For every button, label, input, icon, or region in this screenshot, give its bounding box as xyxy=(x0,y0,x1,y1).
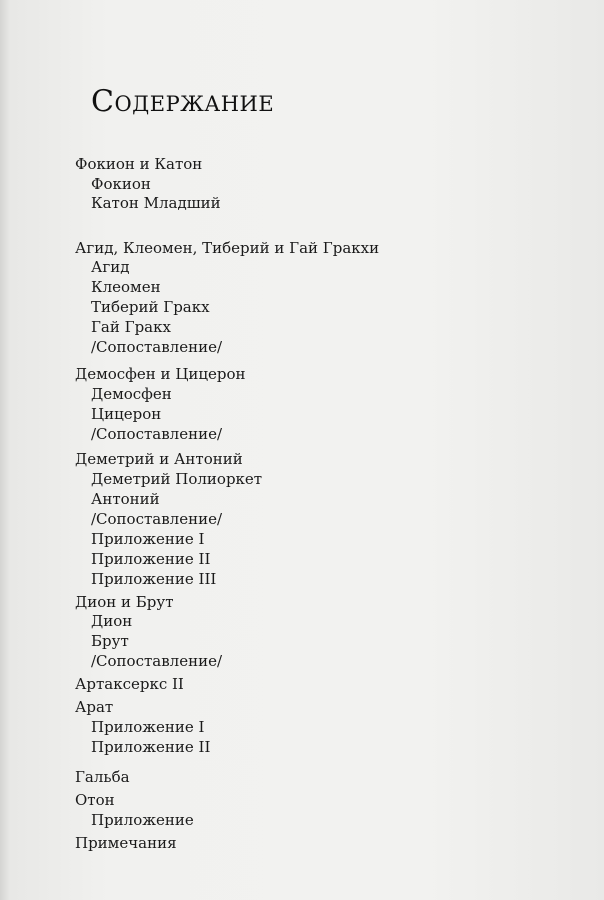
toc-entry-label: Цицерон xyxy=(91,405,162,423)
toc-entry-label: Гальба xyxy=(75,768,130,786)
toc-entry-label: Демосфен и Цицерон xyxy=(75,365,246,383)
toc-entry-label: Приложение II xyxy=(91,550,211,568)
toc-entry-label: Примечания xyxy=(75,834,177,852)
toc-entry-label: Катон Младший xyxy=(91,194,221,212)
toc-entry-label: /Сопоставление/ xyxy=(91,425,223,443)
toc-entry-label: /Сопоставление/ xyxy=(91,510,223,528)
toc-entry-label: Фокион и Катон xyxy=(75,155,203,173)
toc-entry-label: Брут xyxy=(91,632,129,650)
toc-entry-label: Демосфен xyxy=(91,385,172,403)
toc-entry-label: /Сопоставление/ xyxy=(91,652,223,670)
toc-entry-label: Агид, Клеомен, Тиберий и Гай Гракхи xyxy=(75,239,380,257)
toc-entry-label: /Сопоставление/ xyxy=(91,338,223,356)
toc-entry-label: Дион xyxy=(91,612,133,630)
toc-entry-label: Арат xyxy=(75,698,114,716)
page-title: Содержание xyxy=(91,84,275,119)
toc-entry-label: Тиберий Гракх xyxy=(91,298,210,316)
toc-entry-label: Деметрий Полиоркет xyxy=(91,470,263,488)
toc-entry-label: Отон xyxy=(75,791,115,809)
toc-entry-label: Гай Гракх xyxy=(91,318,171,336)
toc-entry-label: Приложение I xyxy=(91,530,205,548)
toc-entry-label: Деметрий и Антоний xyxy=(75,450,243,468)
toc-entry-label: Фокион xyxy=(91,175,151,193)
page-spine-shadow xyxy=(0,0,10,900)
toc-entry-label: Агид xyxy=(91,258,130,276)
toc-entry-label: Антоний xyxy=(91,490,160,508)
toc-entry-label: Дион и Брут xyxy=(75,593,174,611)
toc-entry-label: Приложение II xyxy=(91,738,211,756)
toc-entry-label: Приложение I xyxy=(91,718,205,736)
toc-entry-label: Артаксеркс II xyxy=(75,675,184,693)
toc-entry-label: Приложение III xyxy=(91,570,217,588)
toc-entry-label: Приложение xyxy=(91,811,194,829)
toc-entry-label: Клеомен xyxy=(91,278,161,296)
